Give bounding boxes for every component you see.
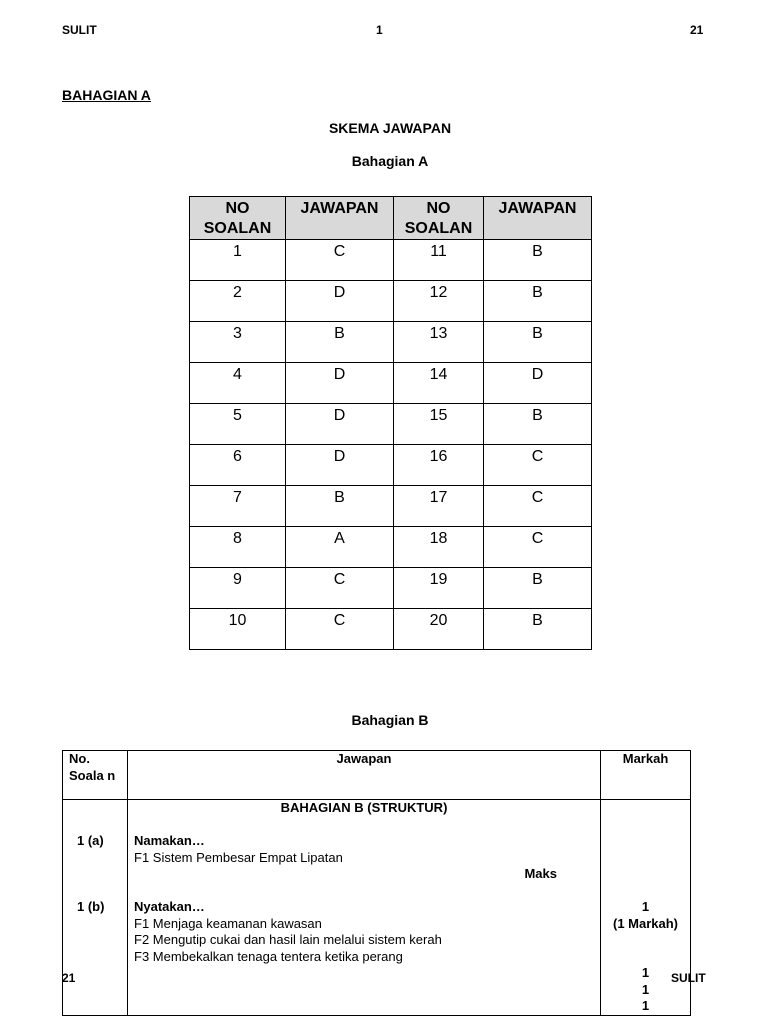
maks-label: Maks	[524, 866, 557, 881]
question-number: 14	[394, 363, 484, 404]
answer-cell: B	[484, 404, 592, 445]
answer-1b-f1: F1 Menjaga keamanan kawasan	[134, 915, 322, 931]
table-row	[190, 445, 592, 486]
header-no-soalan: No. Soala n	[63, 751, 128, 800]
answer-cell: B	[286, 486, 394, 527]
answer-cell: D	[286, 445, 394, 486]
header-no-soalan-2: NO SOALAN	[394, 197, 484, 240]
question-number-1b: 1 (b)	[77, 899, 105, 914]
table-row	[190, 486, 592, 527]
question-number: 20	[394, 609, 484, 650]
question-number: 2	[190, 281, 286, 322]
answer-cell: B	[484, 609, 592, 650]
question-number-1a: 1 (a)	[77, 833, 104, 848]
mark-1b-f1: 1	[641, 965, 650, 980]
answer-table	[189, 196, 592, 650]
table-row	[190, 404, 592, 445]
question-number: 19	[394, 568, 484, 609]
answer-1b-f2: F2 Mengutip cukai dan hasil lain melalui sistem kerah	[134, 932, 442, 947]
answer-cell: C	[286, 609, 394, 650]
header-left: SULIT	[62, 23, 97, 37]
answer-cell: B	[484, 568, 592, 609]
answer-cell: B	[286, 322, 394, 363]
question-number: 3	[190, 322, 286, 363]
table-row	[190, 568, 592, 609]
question-number: 15	[394, 404, 484, 445]
answer-cell: C	[484, 527, 592, 568]
mark-1a-f1: 1	[641, 899, 650, 914]
table-row	[190, 609, 592, 650]
section-label: BAHAGIAN A	[62, 87, 151, 103]
struktur-table-body	[63, 800, 691, 1016]
section-heading-struktur: BAHAGIAN B (STRUKTUR)	[280, 800, 448, 815]
answer-cell: D	[286, 404, 394, 445]
header-right: 21	[690, 23, 704, 37]
answer-table-header	[190, 197, 592, 240]
answer-cell: D	[484, 363, 592, 404]
header-page-number: 1	[376, 23, 383, 37]
answer-cell: C	[484, 445, 592, 486]
answer-column	[128, 800, 601, 1016]
subtitle-bahagian-b: Bahagian B	[351, 712, 429, 728]
answer-cell: C	[286, 568, 394, 609]
table-row	[190, 363, 592, 404]
prompt-namakan: Namakan…	[134, 833, 205, 848]
question-number: 11	[394, 240, 484, 281]
answer-cell: B	[484, 281, 592, 322]
struktur-table	[62, 750, 691, 1016]
answer-cell: C	[484, 486, 592, 527]
struktur-table-header	[63, 751, 691, 800]
answer-cell: C	[286, 240, 394, 281]
question-number: 8	[190, 527, 286, 568]
answer-cell: B	[484, 322, 592, 363]
answer-1b-f3: F3 Membekalkan tenaga tentera ketika perang	[134, 948, 403, 964]
footer-right: SULIT	[671, 971, 706, 985]
question-number: 5	[190, 404, 286, 445]
question-number: 13	[394, 322, 484, 363]
prompt-nyatakan: Nyatakan…	[134, 899, 205, 914]
answer-cell: D	[286, 363, 394, 404]
question-number: 16	[394, 445, 484, 486]
subtitle-bahagian-a: Bahagian A	[351, 153, 429, 169]
answer-cell: D	[286, 281, 394, 322]
question-number: 4	[190, 363, 286, 404]
question-number: 9	[190, 568, 286, 609]
answer-cell: B	[484, 240, 592, 281]
table-row	[190, 527, 592, 568]
table-row	[190, 281, 592, 322]
header-markah: Markah	[601, 751, 691, 800]
footer-page-number: 21	[62, 971, 76, 985]
question-number: 6	[190, 445, 286, 486]
page-title: SKEMA JAWAPAN	[328, 120, 452, 136]
answer-1a-f1: F1 Sistem Pembesar Empat Lipatan	[134, 849, 343, 865]
mark-1b-f2: 1	[641, 981, 650, 997]
answer-cell: A	[286, 527, 394, 568]
question-number: 18	[394, 527, 484, 568]
header-jawapan: Jawapan	[128, 751, 601, 800]
header-no-soalan-1: NO SOALAN	[190, 197, 286, 240]
header-jawapan-2: JAWAPAN	[484, 197, 592, 240]
question-number: 10	[190, 609, 286, 650]
table-row	[190, 240, 592, 281]
mark-1b-f3: 1	[641, 998, 650, 1013]
question-number: 12	[394, 281, 484, 322]
table-row	[190, 322, 592, 363]
mark-1a-maks: (1 Markah)	[612, 915, 679, 931]
question-number: 7	[190, 486, 286, 527]
header-jawapan-1: JAWAPAN	[286, 197, 394, 240]
question-number: 17	[394, 486, 484, 527]
question-number: 1	[190, 240, 286, 281]
